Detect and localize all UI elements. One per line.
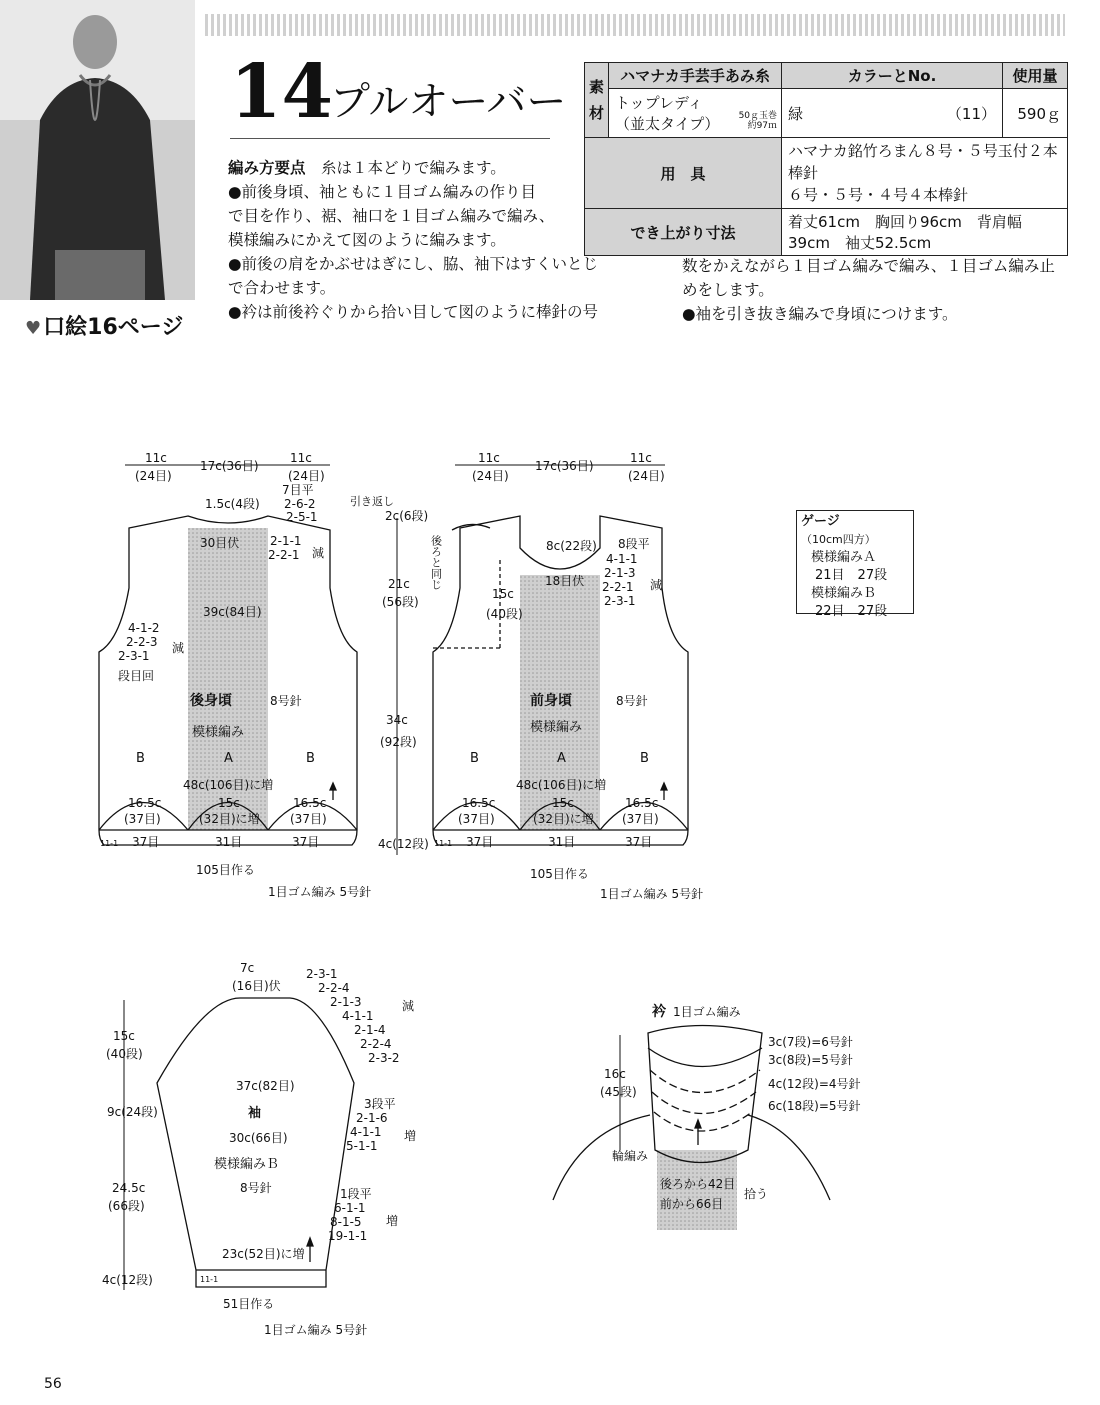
sleeve-inc-flat2: 1段平 [340, 1187, 372, 1201]
color-name: 緑 [788, 104, 804, 123]
sleeve-cast-on: 51目作る [223, 1297, 275, 1311]
arrow-head-icon [661, 783, 667, 790]
instruction-line: ●袖を引き抜き編みで身頃につけます。 [682, 305, 958, 323]
instruction-line: 数をかえながら１目ゴム編みで編み、１目ゴム編み止 [682, 257, 1055, 275]
back-shoulder-right-st: (24目) [288, 469, 325, 483]
front-neck-dec4: 2-3-1 [604, 594, 636, 608]
back-side-left: 16.5c [128, 796, 162, 810]
front-rib-name: 1目ゴム編み 5号針 [600, 887, 704, 901]
yarn-name: トップレディ [615, 94, 703, 112]
back-neck-dec2: 2-2-1 [268, 548, 300, 562]
front-pattern-b-left: B [470, 751, 479, 766]
sleeve-cuff-inc: 23c(52目)に増 [222, 1247, 305, 1261]
rib-height: 4c(12段) [378, 837, 429, 851]
front-side-left-st: (37目) [458, 812, 495, 826]
front-neck-depth-rows: (40段) [486, 607, 523, 621]
gauge-a-value: 21目 27段 [815, 568, 888, 583]
sleeve-cap-dec7: 2-3-2 [368, 1051, 400, 1065]
back-armhole-note: 段目回 [118, 669, 155, 683]
amount-header: 使用量 [1003, 63, 1068, 89]
color-number: （11） [946, 104, 996, 123]
center-dim-labels [378, 509, 429, 851]
front-shoulder-left-st: (24目) [472, 469, 509, 483]
back-armhole-dec1: 4-1-2 [128, 621, 160, 635]
instruction-line: めをします。 [682, 281, 774, 299]
sleeve-cap-dec1: 2-3-1 [306, 967, 338, 981]
front-center: 15c [552, 796, 574, 810]
back-armhole-dec2: 2-2-3 [126, 635, 158, 649]
front-neck-dec3: 2-2-1 [602, 580, 634, 594]
collar-section3: 4c(12段)=4号針 [768, 1077, 861, 1091]
front-neck-depth: 15c [492, 587, 514, 601]
back-pattern-a: A [224, 751, 233, 766]
back-shoulder-right: 11c [290, 451, 312, 465]
front-same-as-back: 後ろと同じ [429, 535, 443, 590]
back-width: 39c(84目) [203, 605, 262, 619]
sleeve-inc4: 6-1-1 [334, 1201, 366, 1215]
back-side-right-st: (37目) [290, 812, 327, 826]
pattern-title: プルオーバー [330, 79, 567, 125]
collar-band-line1 [648, 1048, 762, 1067]
back-needle: 8号針 [270, 694, 302, 708]
front-pattern-b-right: B [640, 751, 649, 766]
sleeve-rib-name: 1目ゴム編み 5号針 [264, 1323, 368, 1337]
body-rows: (92段) [380, 735, 417, 749]
pattern-number: 14 [230, 49, 333, 135]
gauge-title: ゲージ [801, 514, 840, 529]
sleeve-cuff-height: 4c(12段) [102, 1273, 153, 1287]
back-neck-dec-label: 減 [312, 546, 325, 560]
front-side-right: 16.5c [625, 796, 659, 810]
front-neck-dec1: 4-1-1 [606, 552, 638, 566]
sleeve-inc5: 8-1-5 [330, 1215, 362, 1229]
armhole-height: 21c [388, 577, 410, 591]
back-armhole-dec3: 2-3-1 [118, 649, 150, 663]
yarn-brand-header: ハマナカ手芸手あみ糸 [609, 63, 782, 89]
sleeve-upper-height: 9c(24段) [107, 1105, 158, 1119]
amount-value: 590ｇ [1003, 89, 1068, 138]
instruction-line: ●前後身頃、袖ともに１目ゴム編みの作り目 [228, 183, 537, 201]
collar-section2: 3c(8段)=5号針 [768, 1053, 853, 1067]
back-center-st: (32目)に増 [199, 812, 260, 826]
material-label: 素材 [585, 63, 609, 138]
instruction-line: で目を作り、裾、袖口を１目ゴム編みで編み、 [228, 207, 555, 225]
body-height: 34c [386, 713, 408, 727]
front-neck-dec-label: 減 [650, 578, 663, 592]
lead-label: 編み方要点 [228, 159, 306, 177]
back-pattern: 模様編み [192, 725, 245, 740]
sleeve-cap-dec5: 2-1-4 [354, 1023, 386, 1037]
sleeve-cap-dec3: 2-1-3 [330, 995, 362, 1009]
sleeve-upper-width: 37c(82目) [236, 1079, 295, 1093]
front-needle: 8号針 [616, 694, 648, 708]
front-rib-right: 37目 [625, 835, 653, 849]
heart-icon: ♥ [25, 318, 42, 339]
back-neck-bind: 30目伏 [200, 536, 240, 550]
armhole-rows: (56段) [382, 595, 419, 609]
collar-height-rows: (45段) [600, 1085, 637, 1099]
front-side-left: 16.5c [462, 796, 496, 810]
sleeve-mid-width: 30c(66目) [229, 1131, 288, 1145]
collar-band-line4 [654, 1112, 752, 1131]
tools-label: 用 具 [585, 138, 782, 209]
back-shoulder-left-st: (24目) [135, 469, 172, 483]
color-header: カラーとNo. [782, 63, 1003, 89]
front-side-right-st: (37目) [622, 812, 659, 826]
collar-pickup-back: 後ろから42目 [660, 1177, 736, 1191]
yarn-type: （並太タイプ） [615, 115, 720, 133]
front-center-st: (32目)に増 [533, 812, 594, 826]
sleeve-cap-dec4: 4-1-1 [342, 1009, 374, 1023]
sleeve-cap-top-st: (16目)伏 [232, 979, 281, 993]
back-side-right: 16.5c [293, 796, 327, 810]
top-rows-label: 2c(6段) [385, 509, 429, 523]
sleeve-inc2: 4-1-1 [350, 1125, 382, 1139]
collar-section4: 6c(18段)=5号針 [768, 1099, 861, 1113]
collar-section1: 3c(7段)=6号針 [768, 1035, 853, 1049]
gauge-a-label: 模様編みＡ [811, 550, 877, 565]
sleeve-inc1: 2-1-6 [356, 1111, 388, 1125]
sleeve-labels [102, 961, 416, 1337]
back-rib-center: 31目 [215, 835, 243, 849]
lead-text: 糸は１本どりで編みます。 [321, 159, 506, 177]
back-shoulder-shape: 7目平 [282, 483, 314, 497]
sleeve-needle: 8号針 [240, 1181, 272, 1195]
sleeve-cap-height: 15c [113, 1029, 135, 1043]
gauge-b-value: 22目 27段 [815, 604, 888, 619]
collar-title-detail: 1目ゴム編み [673, 1005, 741, 1019]
front-pattern-a: A [557, 751, 566, 766]
back-side-left-st: (37目) [124, 812, 161, 826]
front-inc-row: 48c(106目)に増 [516, 778, 607, 792]
front-neck-width: 17c(36目) [535, 459, 594, 473]
sleeve-inc-flat: 3段平 [364, 1097, 396, 1111]
back-pattern-b-left: B [136, 751, 145, 766]
back-hikikaeshi: 引き返し [350, 495, 394, 508]
back-neck-depth: 1.5c(4段) [205, 497, 260, 511]
back-shoulder-shape3: 2-5-1 [286, 510, 318, 524]
back-rib-mark: 11-1 [100, 839, 119, 848]
back-rib-right: 37目 [292, 835, 320, 849]
back-center: 15c [218, 796, 240, 810]
front-rib-mark: 11-1 [434, 839, 453, 848]
arrow-head-icon [695, 1120, 701, 1128]
collar-round: 輪編み [612, 1149, 649, 1163]
yarn-length: 約97ｍ [747, 121, 778, 131]
frontispiece-label: 口絵16ページ [43, 315, 184, 340]
back-pattern-b-right: B [306, 751, 315, 766]
collar-band-line3 [652, 1092, 756, 1114]
tools-line-2: ６号・５号・４号４本棒針 [788, 186, 969, 204]
front-rib-left: 37目 [466, 835, 494, 849]
front-pattern: 模様編み [530, 720, 583, 735]
front-neck-dec2: 2-1-3 [604, 566, 636, 580]
collar-title: 衿 [652, 1004, 666, 1020]
front-shoulder-right-st: (24目) [628, 469, 665, 483]
front-rib-center: 31目 [548, 835, 576, 849]
collar-height: 16c [604, 1067, 626, 1081]
front-shoulder-right: 11c [630, 451, 652, 465]
instruction-line: ●衿は前後衿ぐりから拾い目して図のように棒針の号 [228, 303, 599, 321]
front-cast-on: 105目作る [530, 867, 589, 881]
back-shoulder-shape2: 2-6-2 [284, 497, 316, 511]
back-shoulder-left: 11c [145, 451, 167, 465]
sleeve-inc3: 5-1-1 [346, 1139, 378, 1153]
sleeve-lower-rows: (66段) [108, 1199, 145, 1213]
sleeve-cap-dec2: 2-2-4 [318, 981, 350, 995]
collar-band-line2 [650, 1070, 760, 1093]
back-rib-name: 1目ゴム編み 5号針 [268, 885, 372, 899]
sleeve-cap-top: 7c [240, 961, 255, 975]
gauge-unit: （10cm四方） [801, 533, 876, 546]
instruction-line: で合わせます。 [228, 279, 336, 297]
front-neck-width-label: 8c(22段) [546, 539, 597, 553]
tools-line-1: ハマナカ銘竹ろまん８号・５号玉付２本棒針 [788, 142, 1058, 182]
sleeve-rib-mark: 11-1 [200, 1275, 219, 1284]
front-body-name: 前身頃 [530, 693, 572, 709]
front-shoulder-left: 11c [478, 451, 500, 465]
sleeve-cap-dec-label: 減 [402, 999, 415, 1013]
arrow-head-icon [307, 1238, 313, 1246]
sleeve-inc6: 19-1-1 [328, 1229, 368, 1243]
size-label: でき上がり寸法 [585, 209, 782, 256]
back-rib-left: 37目 [132, 835, 160, 849]
front-neck-flat: 8段平 [618, 537, 650, 551]
sleeve-inc-label2: 増 [386, 1214, 399, 1228]
collar-pickup-label: 拾う [744, 1187, 769, 1201]
gauge-b-label: 模様編みＢ [811, 586, 877, 601]
sleeve-cap-dec6: 2-2-4 [360, 1037, 392, 1051]
arrow-head-icon [330, 783, 336, 790]
sleeve-cap-rows: (40段) [106, 1047, 143, 1061]
sleeve-inc-label: 増 [404, 1129, 417, 1143]
sleeve-pattern: 模様編みＢ [214, 1157, 280, 1172]
instruction-line: 模様編みにかえて図のように編みます。 [228, 231, 506, 249]
sleeve-lower-height: 24.5c [112, 1181, 146, 1195]
back-armhole-dec-label: 減 [172, 641, 185, 655]
page-number: 56 [44, 1376, 62, 1392]
yarn-ball: 50ｇ玉巻 [738, 111, 778, 121]
collar-pickup-front: 前から66目 [660, 1197, 724, 1211]
back-neck-width: 17c(36目) [200, 459, 259, 473]
size-value: 着丈61cm 胸回り96cm 背肩幅39cm 袖丈52.5cm [782, 209, 1068, 256]
front-neck-bind: 18目伏 [545, 574, 585, 588]
back-body-name: 後身頃 [190, 693, 232, 709]
back-inc-row: 48c(106目)に増 [183, 778, 274, 792]
instruction-line: ●前後の肩をかぶせはぎにし、脇、袖下はすくいとじ [228, 255, 599, 273]
collar-outline [648, 1026, 762, 1163]
sleeve-name: 袖 [248, 1106, 262, 1121]
back-neck-dec1: 2-1-1 [270, 534, 302, 548]
back-cast-on: 105目作る [196, 863, 255, 877]
